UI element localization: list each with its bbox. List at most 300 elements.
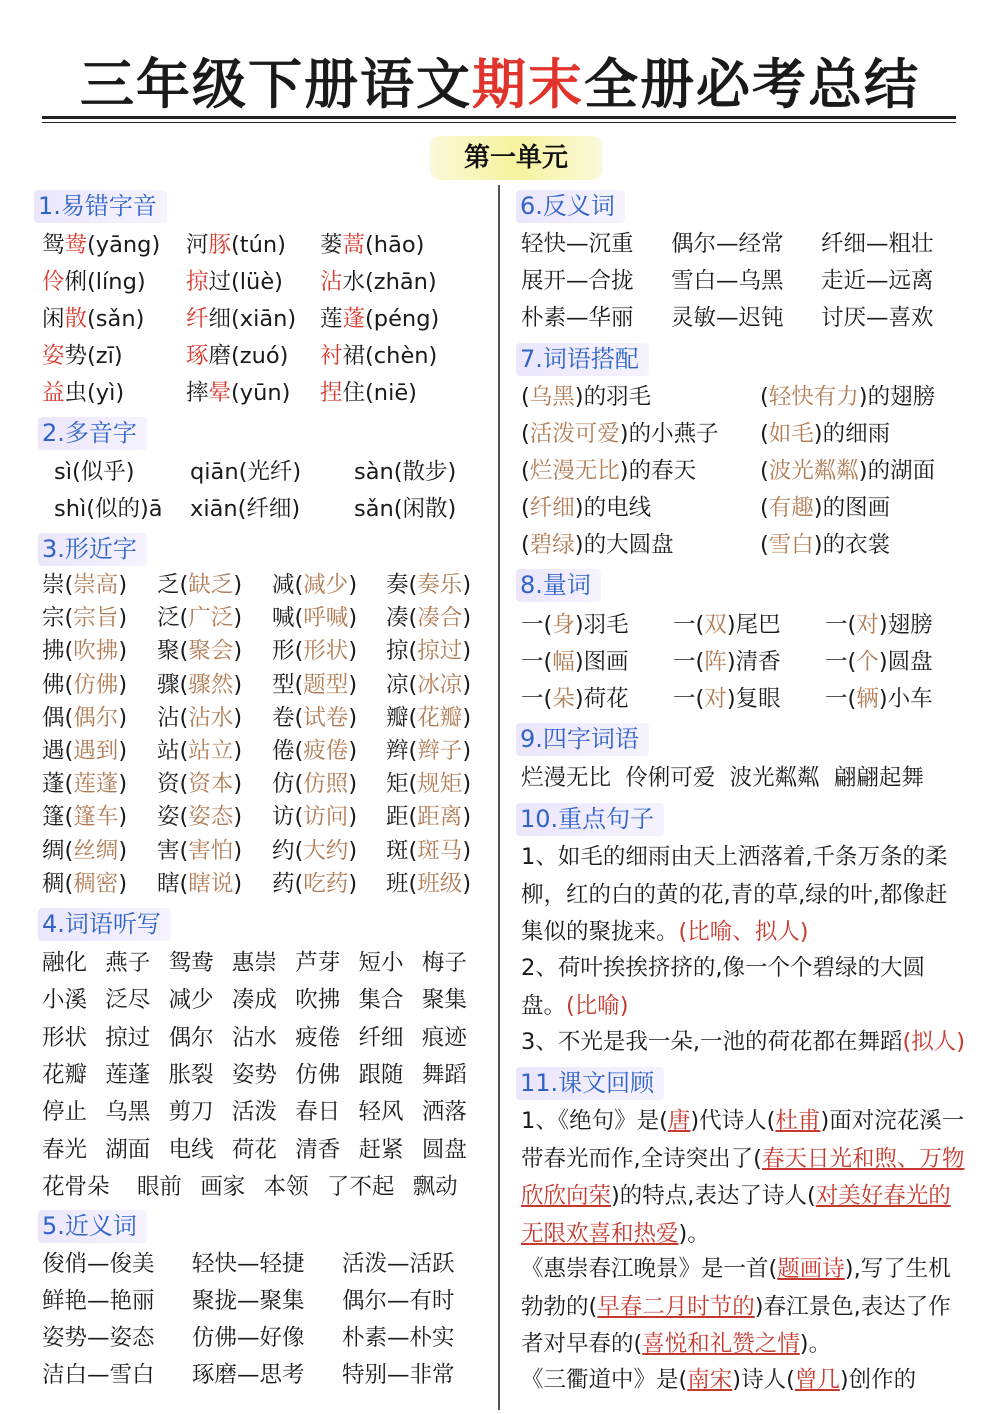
similar-word: 冰凉 <box>417 671 463 698</box>
paren: ( <box>760 495 769 521</box>
pronunciation-char: 衬 <box>320 343 343 369</box>
measure-item <box>673 607 781 643</box>
paren: ) <box>462 704 472 731</box>
similar-char-item <box>157 833 242 869</box>
paren: ( <box>760 421 769 447</box>
pronunciation-item <box>42 227 160 263</box>
similar-word: 站立 <box>188 738 234 764</box>
similar-word: 形状 <box>303 638 349 665</box>
collocation-word: 纤细 <box>529 495 575 521</box>
paren: ) <box>726 649 736 675</box>
paren: ( <box>294 771 304 798</box>
paren: ( <box>408 870 418 897</box>
synonym-pair: 活泼—活跃 <box>342 1251 455 1277</box>
measure-item <box>673 681 781 717</box>
polyphone-item: sàn(散步) <box>354 459 457 485</box>
similar-char-item <box>42 833 127 869</box>
review-text: )。 <box>678 1220 710 1247</box>
similar-char: 崇 <box>42 572 65 598</box>
similar-char: 距 <box>386 804 409 831</box>
review-answer: 唐 <box>667 1108 691 1134</box>
measure-word: 辆 <box>856 686 879 712</box>
sentence-text: 2、荷叶挨挨挤挤的,像一个个碧绿的大圆盘。 <box>521 955 925 1019</box>
synonym-pair: 朴素—朴实 <box>342 1325 455 1351</box>
paren: ) <box>233 572 243 598</box>
section-heading-collocation: 7.词语搭配 <box>516 343 649 376</box>
synonym-pair: 姿势—姿态 <box>42 1325 155 1351</box>
pronunciation-item <box>42 264 146 300</box>
measure-item <box>825 681 933 717</box>
title-highlight: 期末 <box>472 53 584 116</box>
pronunciation-char: 过 <box>208 269 232 295</box>
paren: ( <box>64 671 74 698</box>
polyphone-item: sǎn(闲散) <box>354 496 457 522</box>
section-heading-idioms: 9.四字词语 <box>516 723 649 756</box>
measure-item <box>521 681 629 717</box>
paren: ( <box>408 837 418 864</box>
similar-word: 大约 <box>303 837 349 864</box>
paren: ( <box>64 605 74 632</box>
similar-char: 掠 <box>386 638 409 665</box>
paren: ( <box>521 532 530 558</box>
similar-word: 题型 <box>303 671 349 698</box>
review-text: 《惠崇春江晚景》是一首( <box>521 1256 778 1282</box>
similar-char: 偶 <box>42 704 65 731</box>
synonym-pair: 鲜艳—艳丽 <box>42 1288 155 1314</box>
similar-word: 掠过 <box>417 638 463 665</box>
similar-char-item <box>157 667 242 703</box>
similar-char-item <box>272 766 357 802</box>
similar-char: 稠 <box>42 870 65 897</box>
measure-item <box>825 607 933 643</box>
paren: ) <box>233 870 243 897</box>
similar-char-item <box>386 600 471 636</box>
similar-word: 疲倦 <box>303 738 349 764</box>
similar-word: 崇高 <box>73 572 119 598</box>
pronunciation-item <box>186 338 288 374</box>
measure-noun: 圆盘 <box>887 649 933 675</box>
measure-word: 对 <box>704 686 727 712</box>
collocation-item <box>760 416 890 452</box>
paren: ( <box>543 686 553 712</box>
paren: ) <box>118 870 128 897</box>
pronunciation-item <box>186 227 286 263</box>
pronunciation-item <box>320 227 424 263</box>
collocation-item <box>760 379 935 415</box>
section-heading-sentences: 10.重点句子 <box>516 803 664 836</box>
paren: ) <box>813 421 823 447</box>
idiom-line: 烂漫无比 伶俐可爱 波光粼粼 翩翩起舞 <box>521 765 924 791</box>
measure-prefix: 一 <box>673 612 696 638</box>
antonym-pair: 朴素—华丽 <box>521 305 634 331</box>
paren: ) <box>462 572 472 598</box>
similar-char-item <box>157 633 242 669</box>
collocation-item <box>760 527 890 563</box>
measure-noun: 复眼 <box>735 686 781 712</box>
measure-prefix: 一 <box>825 686 848 712</box>
similar-char: 姿 <box>157 804 180 831</box>
synonym-pair: 轻快—轻捷 <box>192 1251 305 1277</box>
paren: ( <box>847 649 857 675</box>
column-divider <box>498 185 500 1410</box>
similar-char: 害 <box>157 837 180 864</box>
similar-char: 斑 <box>386 837 409 864</box>
measure-noun: 翅膀 <box>887 612 933 638</box>
similar-char: 凑 <box>386 605 409 632</box>
review-answer: 早春二月时节的 <box>597 1293 755 1320</box>
similar-char: 资 <box>157 771 180 798</box>
paren: ( <box>760 458 769 484</box>
similar-word: 奏乐 <box>417 572 463 598</box>
similar-char: 矩 <box>386 771 409 798</box>
paren: ( <box>408 738 418 764</box>
measure-word: 身 <box>552 612 575 638</box>
paren: ( <box>64 738 74 764</box>
similar-char-item <box>157 600 242 636</box>
review-answer: 南宋 <box>687 1367 733 1393</box>
similar-char-item <box>42 567 127 603</box>
measure-word: 阵 <box>704 649 727 675</box>
similar-char-item <box>42 600 127 636</box>
similar-char-item <box>386 667 471 703</box>
paren: ( <box>179 870 189 897</box>
similar-word: 呼喊 <box>303 605 349 632</box>
section-heading-measure: 8.量词 <box>516 569 601 602</box>
paren: ) <box>462 671 472 698</box>
review-answer: 题画诗 <box>777 1256 845 1282</box>
similar-word: 稠密 <box>73 870 119 897</box>
antonym-pair: 轻快—沉重 <box>521 231 634 257</box>
pronunciation-char: 益 <box>42 380 65 406</box>
similar-char: 喊 <box>272 605 295 632</box>
review-answer: 春天日光和煦、万物欣欣向荣 <box>521 1145 965 1209</box>
review-paragraph <box>521 1251 966 1364</box>
measure-prefix: 一 <box>521 686 544 712</box>
paren: ) <box>619 458 629 484</box>
key-sentence <box>521 950 961 1025</box>
similar-word: 遇到 <box>73 738 119 764</box>
similar-char: 站 <box>157 738 180 764</box>
similar-word: 试卷 <box>303 704 349 731</box>
collocation-word: 轻快有力 <box>768 384 859 410</box>
paren: ) <box>462 870 472 897</box>
pinyin: (zhān) <box>365 269 437 295</box>
similar-word: 规矩 <box>417 771 463 798</box>
similar-char-item <box>42 733 127 769</box>
measure-word: 双 <box>704 612 727 638</box>
pronunciation-item <box>42 375 124 411</box>
measure-noun: 尾巴 <box>735 612 781 638</box>
similar-char: 形 <box>272 638 295 665</box>
dictation-line: 春光 湖面 电线 荷花 清香 赶紧 圆盘 <box>42 1136 467 1163</box>
pronunciation-char: 水 <box>342 269 366 295</box>
similar-char: 瓣 <box>386 704 409 731</box>
similar-word: 骤然 <box>188 671 234 698</box>
paren: ( <box>847 612 857 638</box>
paren: ) <box>348 605 358 632</box>
pronunciation-item <box>320 264 437 300</box>
paren: ) <box>858 384 868 410</box>
pinyin: (tún) <box>231 232 286 258</box>
similar-char: 减 <box>272 572 295 598</box>
paren: ) <box>574 532 584 558</box>
pinyin: (lüè) <box>231 269 283 295</box>
dictation-line: 花瓣 莲蓬 胀裂 姿势 仿佛 跟随 舞蹈 <box>42 1061 467 1088</box>
paren: ) <box>462 638 472 665</box>
synonym-pair: 聚拢—聚集 <box>192 1288 305 1314</box>
sentence-text: 1、如毛的细雨由天上洒落着,千条万条的柔柳，红的白的黄的花,青的草,绿的叶,都像赶集似的聚拢来。 <box>521 844 948 945</box>
paren: ) <box>118 572 128 598</box>
similar-char-item <box>272 567 357 603</box>
pronunciation-char: 蓬 <box>342 306 366 332</box>
review-text: )代诗人( <box>690 1108 776 1134</box>
paren: ) <box>118 605 128 632</box>
similar-char: 宗 <box>42 605 65 632</box>
review-text: )面对浣花溪一带春光而作,全诗突出了( <box>521 1108 965 1172</box>
pronunciation-item <box>186 301 296 337</box>
similar-char: 约 <box>272 837 295 864</box>
pronunciation-char: 琢 <box>186 343 209 369</box>
similar-word: 距离 <box>417 804 463 831</box>
title-part2: 全册必考总结 <box>584 53 920 116</box>
paren: ) <box>348 738 358 764</box>
pronunciation-char: 裙 <box>342 343 366 369</box>
paren: ( <box>521 495 530 521</box>
pinyin: (hāo) <box>365 232 425 258</box>
dictation-line: 小溪 泛尽 减少 凑成 吹拂 集合 聚集 <box>42 987 467 1014</box>
measure-noun: 图画 <box>583 649 629 675</box>
similar-char-item <box>272 799 357 835</box>
section-heading-review: 11.课文回顾 <box>516 1067 664 1100</box>
similar-char: 绸 <box>42 837 65 864</box>
collocation-word: 雪白 <box>768 532 814 558</box>
measure-word: 对 <box>856 612 879 638</box>
similar-char: 骤 <box>157 671 180 698</box>
rhetoric-note: (比喻) <box>566 992 629 1019</box>
similar-char: 遇 <box>42 738 65 764</box>
similar-word: 瞎说 <box>188 870 234 897</box>
measure-word: 幅 <box>552 649 575 675</box>
paren: ( <box>408 704 418 731</box>
pronunciation-char: 姿 <box>42 343 65 369</box>
similar-word: 害怕 <box>188 837 234 864</box>
review-paragraph <box>521 1362 966 1400</box>
similar-char-item <box>386 700 471 736</box>
paren: ) <box>233 605 243 632</box>
paren: ) <box>348 638 358 665</box>
similar-char-item <box>386 567 471 603</box>
paren: ) <box>726 612 736 638</box>
paren: ) <box>726 686 736 712</box>
measure-noun: 荷花 <box>583 686 629 712</box>
paren: ) <box>233 771 243 798</box>
review-text: ),写了生机勃勃的( <box>521 1256 951 1320</box>
similar-char-item <box>386 799 471 835</box>
similar-word: 丝绸 <box>73 837 119 864</box>
similar-char: 拂 <box>42 638 65 665</box>
pinyin: (yāng) <box>87 232 161 258</box>
similar-char-item <box>386 866 471 902</box>
similar-char: 药 <box>272 870 295 897</box>
pronunciation-item <box>320 375 417 411</box>
paren: ) <box>233 704 243 731</box>
similar-char: 奏 <box>386 572 409 598</box>
paren: ) <box>574 649 584 675</box>
collocation-item <box>521 453 696 489</box>
similar-word: 吃药 <box>303 870 349 897</box>
paren: ( <box>408 638 418 665</box>
paren: ( <box>543 649 553 675</box>
antonym-pair: 讨厌—喜欢 <box>821 305 934 331</box>
similar-word: 莲蓬 <box>73 771 119 798</box>
measure-noun: 清香 <box>735 649 781 675</box>
paren: ( <box>64 572 74 598</box>
pronunciation-char: 俐 <box>64 269 88 295</box>
collocation-word: 烂漫无比 <box>529 458 620 484</box>
paren: ) <box>233 804 243 831</box>
polyphone-item: xiān(纤细) <box>190 496 301 522</box>
collocation-word: 有趣 <box>768 495 814 521</box>
measure-word: 个 <box>856 649 879 675</box>
similar-word: 聚会 <box>188 638 234 665</box>
paren: ) <box>348 572 358 598</box>
measure-prefix: 一 <box>521 649 544 675</box>
pronunciation-item <box>320 301 439 337</box>
similar-word: 花瓣 <box>417 704 463 731</box>
similar-word: 偶尔 <box>73 704 119 731</box>
pronunciation-item <box>42 338 123 374</box>
similar-word: 辫子 <box>417 738 463 764</box>
pinyin: (chèn) <box>365 343 438 369</box>
pinyin: (xiān) <box>231 306 297 332</box>
paren: ( <box>64 870 74 897</box>
rhetoric-note: (比喻、拟人) <box>678 919 809 945</box>
similar-char-item <box>272 667 357 703</box>
synonym-pair: 仿佛—好像 <box>192 1325 305 1351</box>
paren: ( <box>179 738 189 764</box>
similar-char-item <box>272 833 357 869</box>
similar-word: 访问 <box>303 804 349 831</box>
paren: ) <box>348 870 358 897</box>
paren: ) <box>813 532 823 558</box>
pronunciation-char: 豚 <box>208 232 232 258</box>
review-answer: 杜甫 <box>775 1108 821 1134</box>
collocation-noun: 的电线 <box>583 495 652 521</box>
review-answer: 对美好春光的无限欢喜和热爱 <box>521 1183 951 1247</box>
pronunciation-char: 磨 <box>208 343 232 369</box>
similar-word: 资本 <box>188 771 234 798</box>
review-text: )的特点,表达了诗人( <box>611 1183 816 1209</box>
section-heading-polyphone: 2.多音字 <box>38 417 147 450</box>
synonym-pair: 洁白—雪白 <box>42 1362 155 1388</box>
similar-char: 卷 <box>272 704 295 731</box>
pinyin: (sǎn) <box>87 306 145 332</box>
unit-label: 第一单元 <box>430 136 602 180</box>
title-rule <box>42 116 956 119</box>
collocation-item <box>760 453 935 489</box>
pronunciation-char: 住 <box>342 380 366 406</box>
pronunciation-char: 掠 <box>186 269 209 295</box>
paren: ) <box>574 384 584 410</box>
pronunciation-char: 散 <box>64 306 88 332</box>
similar-char: 聚 <box>157 638 180 665</box>
similar-char-item <box>157 866 242 902</box>
similar-char: 瞎 <box>157 870 180 897</box>
antonym-pair: 偶尔—经常 <box>671 231 784 257</box>
collocation-word: 活泼可爱 <box>529 421 620 447</box>
paren: ) <box>878 612 888 638</box>
similar-char-item <box>157 567 242 603</box>
similar-char-item <box>272 733 357 769</box>
paren: ( <box>760 532 769 558</box>
paren: ( <box>408 572 418 598</box>
measure-word: 朵 <box>552 686 575 712</box>
synonym-pair: 特别—非常 <box>342 1362 455 1388</box>
pinyin: (zī) <box>87 343 123 369</box>
pinyin: (yì) <box>87 380 125 406</box>
paren: ) <box>462 771 472 798</box>
paren: ( <box>847 686 857 712</box>
paren: ) <box>348 771 358 798</box>
paren: ) <box>619 421 629 447</box>
measure-prefix: 一 <box>673 649 696 675</box>
similar-word: 沾水 <box>188 704 234 731</box>
similar-char-item <box>386 766 471 802</box>
similar-char-item <box>157 766 242 802</box>
similar-char-item <box>42 766 127 802</box>
similar-word: 吹拂 <box>73 638 119 665</box>
paren: ) <box>118 804 128 831</box>
pronunciation-item <box>42 301 144 337</box>
collocation-word: 如毛 <box>768 421 814 447</box>
paren: ( <box>408 605 418 632</box>
similar-word: 减少 <box>303 572 349 598</box>
antonym-pair: 雪白—乌黑 <box>671 268 784 294</box>
pinyin: (niē) <box>365 380 417 406</box>
pronunciation-char: 鸳 <box>42 232 65 258</box>
similar-char-item <box>42 700 127 736</box>
section-heading-similar: 3.形近字 <box>38 533 147 566</box>
paren: ( <box>64 804 74 831</box>
paren: ( <box>179 572 189 598</box>
paren: ) <box>233 738 243 764</box>
similar-char-item <box>272 633 357 669</box>
paren: ) <box>574 612 584 638</box>
review-text: 《三衢道中》是( <box>521 1367 688 1393</box>
similar-char-item <box>42 667 127 703</box>
collocation-noun: 的湖面 <box>867 458 936 484</box>
collocation-noun: 的翅膀 <box>867 384 936 410</box>
paren: ( <box>294 638 304 665</box>
dictation-line: 融化 燕子 鸳鸯 惠崇 芦芽 短小 梅子 <box>42 950 467 976</box>
paren: ) <box>118 837 128 864</box>
paren: ( <box>179 671 189 698</box>
pinyin: (yūn) <box>231 380 291 406</box>
similar-char-item <box>386 833 471 869</box>
paren: ( <box>294 704 304 731</box>
review-paragraph <box>521 1103 966 1253</box>
collocation-noun: 的羽毛 <box>583 384 652 410</box>
paren: ( <box>695 686 705 712</box>
similar-char-item <box>157 799 242 835</box>
paren: ) <box>574 686 584 712</box>
similar-word: 广泛 <box>188 605 234 632</box>
similar-char-item <box>386 733 471 769</box>
collocation-noun: 的衣裳 <box>822 532 891 558</box>
pinyin: (péng) <box>365 306 440 332</box>
paren: ( <box>179 837 189 864</box>
pronunciation-char: 闲 <box>42 306 65 332</box>
